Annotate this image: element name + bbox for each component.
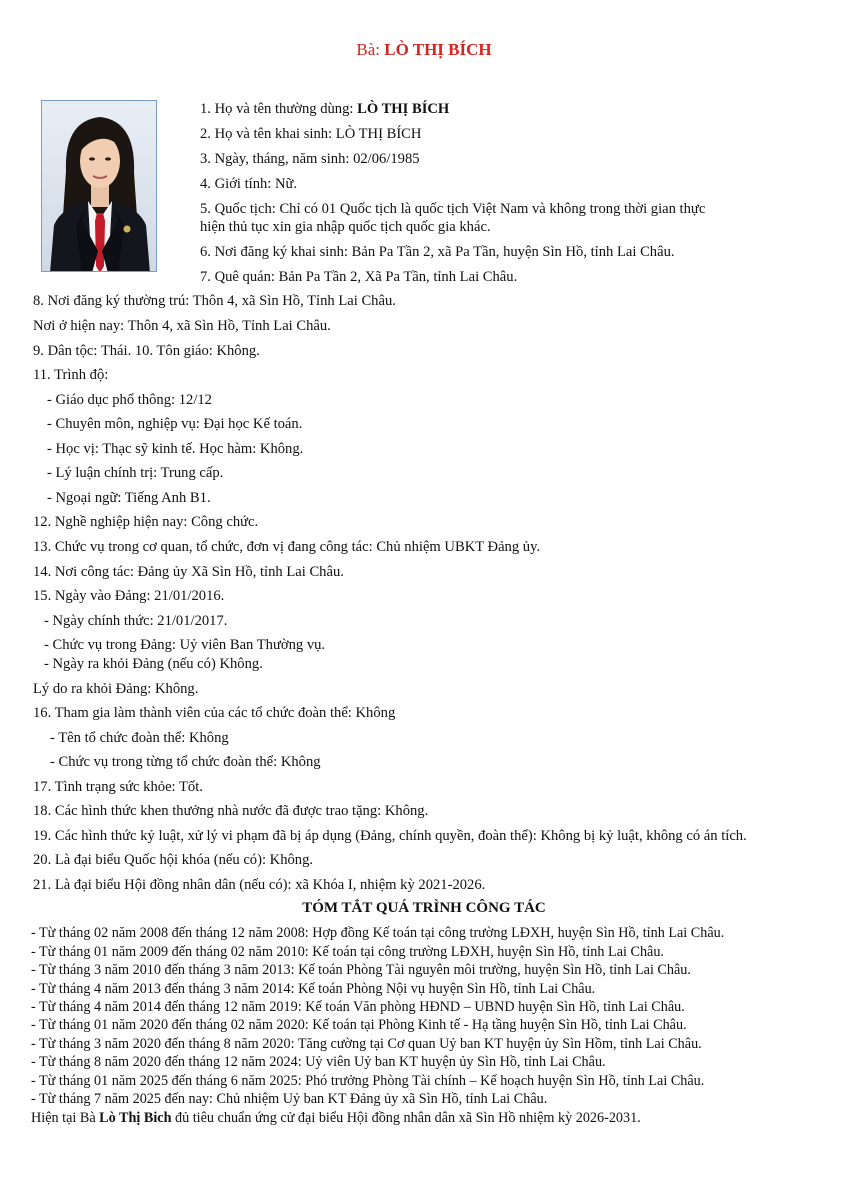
info-item-7: 7. Quê quán: Bản Pa Tần 2, Xã Pa Tần, tỉnh Lai Châu. — [200, 269, 518, 285]
info-item-1 — [200, 100, 449, 118]
info-item-13: 13. Chức vụ trong cơ quan, tổ chức, đơn vị đang công tác: Chủ nhiệm UBKT Đảng ủy. — [33, 539, 541, 555]
info-sub-education: - Giáo dục phổ thông: 12/12 — [47, 392, 212, 408]
info-item-4: 4. Giới tính: Nữ. — [200, 176, 298, 192]
title-name: LÒ THỊ BÍCH — [384, 40, 492, 59]
info-item-8: 8. Nơi đăng ký thường trú: Thôn 4, xã Sìn Hồ, Tỉnh Lai Châu. — [33, 293, 396, 309]
work-history-item: - Từ tháng 3 năm 2020 đến tháng 8 năm 2020: Tăng cường tại Cơ quan Uỷ ban KT huyện ủy Sìn Hồm, tỉnh Lai Châu. — [31, 1036, 702, 1052]
work-history-item: - Từ tháng 01 năm 2025 đến tháng 6 năm 2025: Phó trưởng Phòng Tài chính – Kế hoạch huyện Sìn Hồ, tỉnh Lai Châu. — [31, 1073, 705, 1089]
info-item-17: 17. Tình trạng sức khỏe: Tốt. — [33, 779, 203, 795]
info-value: LÒ THỊ BÍCH — [357, 101, 450, 117]
info-item-11: 11. Trình độ: — [33, 367, 109, 383]
title-prefix: Bà: — [356, 40, 385, 59]
info-item-5: 5. Quốc tịch: Chỉ có 01 Quốc tịch là quốc tịch Việt Nam và không trong thời gian thực — [200, 201, 706, 217]
info-sub-leave-date: - Ngày ra khỏi Đảng (nếu có) Không. — [44, 656, 263, 672]
info-item-14: 14. Nơi công tác: Đảng ủy Xã Sìn Hồ, tỉnh Lai Châu. — [33, 564, 344, 580]
info-sub-party-position: - Chức vụ trong Đảng: Uỷ viên Ban Thường vụ. — [44, 637, 326, 653]
work-history-heading: TÓM TẮT QUÁ TRÌNH CÔNG TÁC — [302, 900, 546, 916]
conclusion-name: Lò Thị Bich — [99, 1110, 172, 1126]
info-item-5-cont: hiện thủ tục xin gia nhập quốc tịch quốc gia khác. — [200, 219, 491, 235]
info-sub-official-date: - Ngày chính thức: 21/01/2017. — [44, 613, 228, 629]
info-item-19: 19. Các hình thức kỷ luật, xử lý vi phạm đã bị áp dụng (Đảng, chính quyền, đoàn thể): Không bị kỷ luật, không có án tích. — [33, 828, 747, 844]
info-sub-specialty: - Chuyên môn, nghiệp vụ: Đại học Kế toán. — [47, 416, 303, 432]
work-history-item: - Từ tháng 3 năm 2010 đến tháng 3 năm 2013: Kế toán Phòng Tài nguyên môi trường, huyện Sìn Hồ, tỉnh Lai Châu. — [31, 962, 691, 978]
info-item-6: 6. Nơi đăng ký khai sinh: Bản Pa Tần 2, xã Pa Tần, huyện Sìn Hồ, tỉnh Lai Châu. — [200, 244, 675, 260]
info-item-12: 12. Nghề nghiệp hiện nay: Công chức. — [33, 514, 259, 530]
work-history-item: - Từ tháng 01 năm 2020 đến tháng 02 năm 2020: Kế toán tại Phòng Kinh tế - Hạ tầng huyện Sìn Hồ, tỉnh Lai Châu. — [31, 1017, 687, 1033]
info-sub-org-position: - Chức vụ trong từng tổ chức đoàn thể: Không — [50, 754, 321, 770]
work-history-item: - Từ tháng 4 năm 2013 đến tháng 3 năm 2014: Kế toán Phòng Nội vụ huyện Sìn Hồ, tỉnh Lai Châu. — [31, 981, 596, 997]
info-sub-politics: - Lý luận chính trị: Trung cấp. — [47, 465, 224, 481]
info-current-address: Nơi ở hiện nay: Thôn 4, xã Sìn Hồ, Tỉnh Lai Châu. — [33, 318, 331, 334]
info-sub-organization: - Tên tổ chức đoàn thể: Không — [50, 730, 229, 746]
info-item-18: 18. Các hình thức khen thưởng nhà nước đã được trao tặng: Không. — [33, 803, 429, 819]
info-sub-language: - Ngoại ngữ: Tiếng Anh B1. — [47, 490, 211, 506]
info-leave-reason: Lý do ra khỏi Đảng: Không. — [33, 681, 199, 697]
info-item-3: 3. Ngày, tháng, năm sinh: 02/06/1985 — [200, 151, 420, 167]
conclusion-text — [31, 1110, 641, 1127]
info-label: 1. Họ và tên thường dùng: — [200, 101, 358, 117]
info-sub-degree: - Học vị: Thạc sỹ kinh tế. Học hàm: Không. — [47, 441, 304, 457]
info-item-21: 21. Là đại biểu Hội đồng nhân dân (nếu có): xã Khóa I, nhiệm kỳ 2021-2026. — [33, 877, 486, 893]
work-history-item: - Từ tháng 02 năm 2008 đến tháng 12 năm 2008: Hợp đồng Kế toán tại công trường LĐXH, huyện Sìn Hồ, tỉnh Lai Châu. — [31, 925, 725, 941]
page-title — [0, 40, 848, 60]
work-history-item: - Từ tháng 4 năm 2014 đến tháng 12 năm 2019: Kế toán Văn phòng HĐND – UBND huyện Sìn Hồ, tỉnh Lai Châu. — [31, 999, 685, 1015]
info-item-20: 20. Là đại biểu Quốc hội khóa (nếu có): Không. — [33, 852, 314, 868]
conclusion-prefix: Hiện tại Bà — [31, 1110, 100, 1126]
work-history-item: - Từ tháng 01 năm 2009 đến tháng 02 năm 2010: Kế toán tại công trường LĐXH, huyện Sìn Hồ, tỉnh Lai Châu. — [31, 944, 664, 960]
work-history-item: - Từ tháng 8 năm 2020 đến tháng 12 năm 2024: Uỷ viên Uỷ ban KT huyện ủy Sìn Hồ, tỉnh Lai Châu. — [31, 1054, 606, 1070]
conclusion-suffix: đủ tiêu chuẩn ứng cử đại biểu Hội đồng nhân dân xã Sìn Hồ nhiệm kỳ 2026-2031. — [171, 1110, 641, 1126]
portrait-photo-icon — [41, 100, 157, 272]
info-item-9-10: 9. Dân tộc: Thái. 10. Tôn giáo: Không. — [33, 343, 260, 359]
work-history-item: - Từ tháng 7 năm 2025 đến nay: Chủ nhiệm Uỷ ban KT Đảng ủy xã Sìn Hồ, tỉnh Lai Châu. — [31, 1091, 548, 1107]
info-item-2: 2. Họ và tên khai sinh: LÒ THỊ BÍCH — [200, 126, 422, 142]
info-item-16: 16. Tham gia làm thành viên của các tổ chức đoàn thể: Không — [33, 705, 396, 721]
info-item-15: 15. Ngày vào Đảng: 21/01/2016. — [33, 588, 225, 604]
